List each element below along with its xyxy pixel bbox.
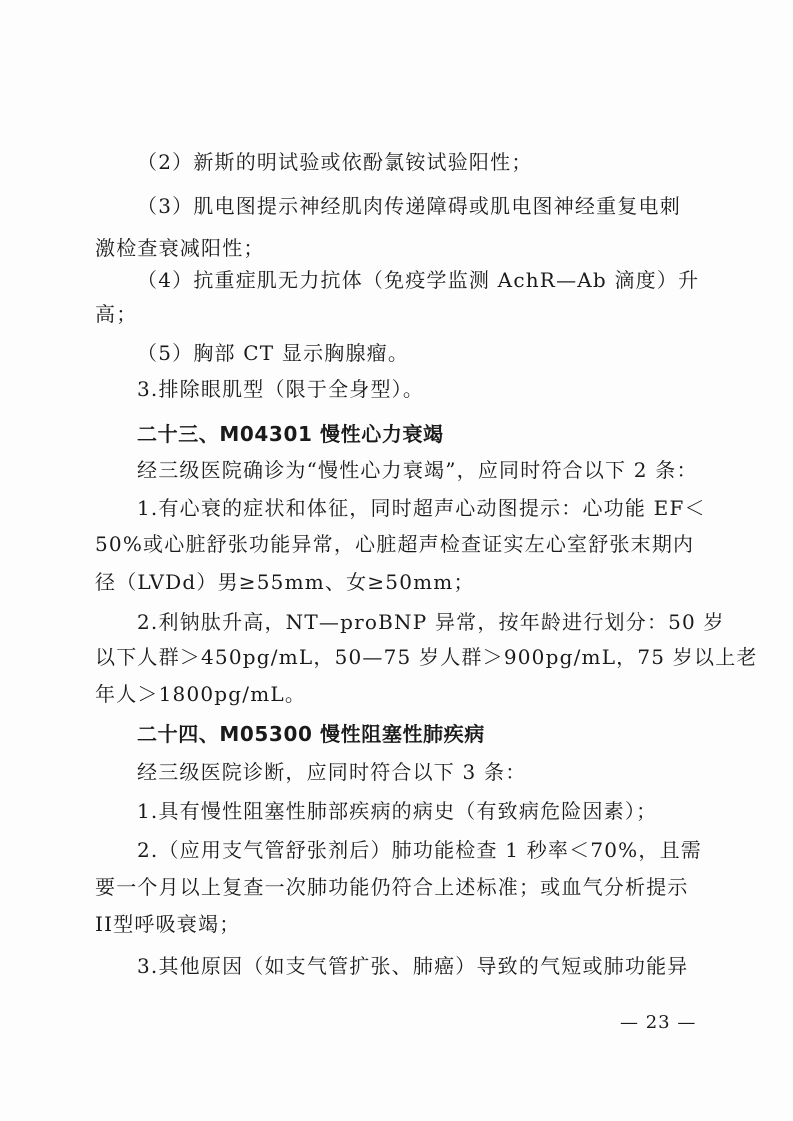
paragraph-line: （5）胸部 CT 显示胸腺瘤。 xyxy=(137,341,410,365)
paragraph-line: 经三级医院诊断，应同时符合以下 3 条： xyxy=(137,760,527,784)
paragraph-line: 50%或心脏舒张功能异常，心脏超声检查证实左心室舒张末期内 xyxy=(95,532,695,556)
page-number: — 23 — xyxy=(620,1012,697,1033)
paragraph-line: 激检查衰减阳性； xyxy=(95,236,265,260)
paragraph-line: 2.利钠肽升高，NT—proBNP 异常，按年龄进行划分：50 岁 xyxy=(137,610,725,634)
paragraph-line: 1.具有慢性阻塞性肺部疾病的病史（有致病危险因素）； xyxy=(137,799,658,823)
paragraph-line: II型呼吸衰竭； xyxy=(95,912,241,936)
paragraph-line: 要一个月以上复查一次肺功能仍符合上述标准；或血气分析提示 xyxy=(95,875,689,899)
paragraph-line: 高； xyxy=(95,302,138,326)
paragraph-line: 3.其他原因（如支气管扩张、肺癌）导致的气短或肺功能异 xyxy=(137,954,689,978)
paragraph-line: 2.（应用支气管舒张剂后）肺功能检查 1 秒率＜70%，且需 xyxy=(137,838,702,862)
paragraph-line: 径（LVDd）男≥55mm、女≥50mm； xyxy=(95,570,475,594)
paragraph-line: （3）肌电图提示神经肌肉传递障碍或肌电图神经重复电刺 xyxy=(137,194,681,218)
paragraph-line: 以下人群＞450pg/mL，50—75 岁人群＞900pg/mL，75 岁以上老 xyxy=(95,645,758,669)
section-heading: 二十三、M04301 慢性心力衰竭 xyxy=(137,422,444,446)
paragraph-line: 1.有心衰的症状和体征，同时超声心动图提示：心功能 EF＜ xyxy=(137,496,706,520)
paragraph-line: 年人＞1800pg/mL。 xyxy=(95,682,307,706)
section-heading: 二十四、M05300 慢性阻塞性肺疾病 xyxy=(137,722,485,746)
paragraph-line: 3.排除眼肌型（限于全身型）。 xyxy=(137,377,425,401)
paragraph-line: 经三级医院确诊为“慢性心力衰竭”，应同时符合以下 2 条： xyxy=(137,458,698,482)
paragraph-line: （2）新斯的明试验或依酚氯铵试验阳性； xyxy=(137,150,533,174)
paragraph-line: （4）抗重症肌无力抗体（免疫学监测 AchR—Ab 滴度）升 xyxy=(137,268,700,292)
